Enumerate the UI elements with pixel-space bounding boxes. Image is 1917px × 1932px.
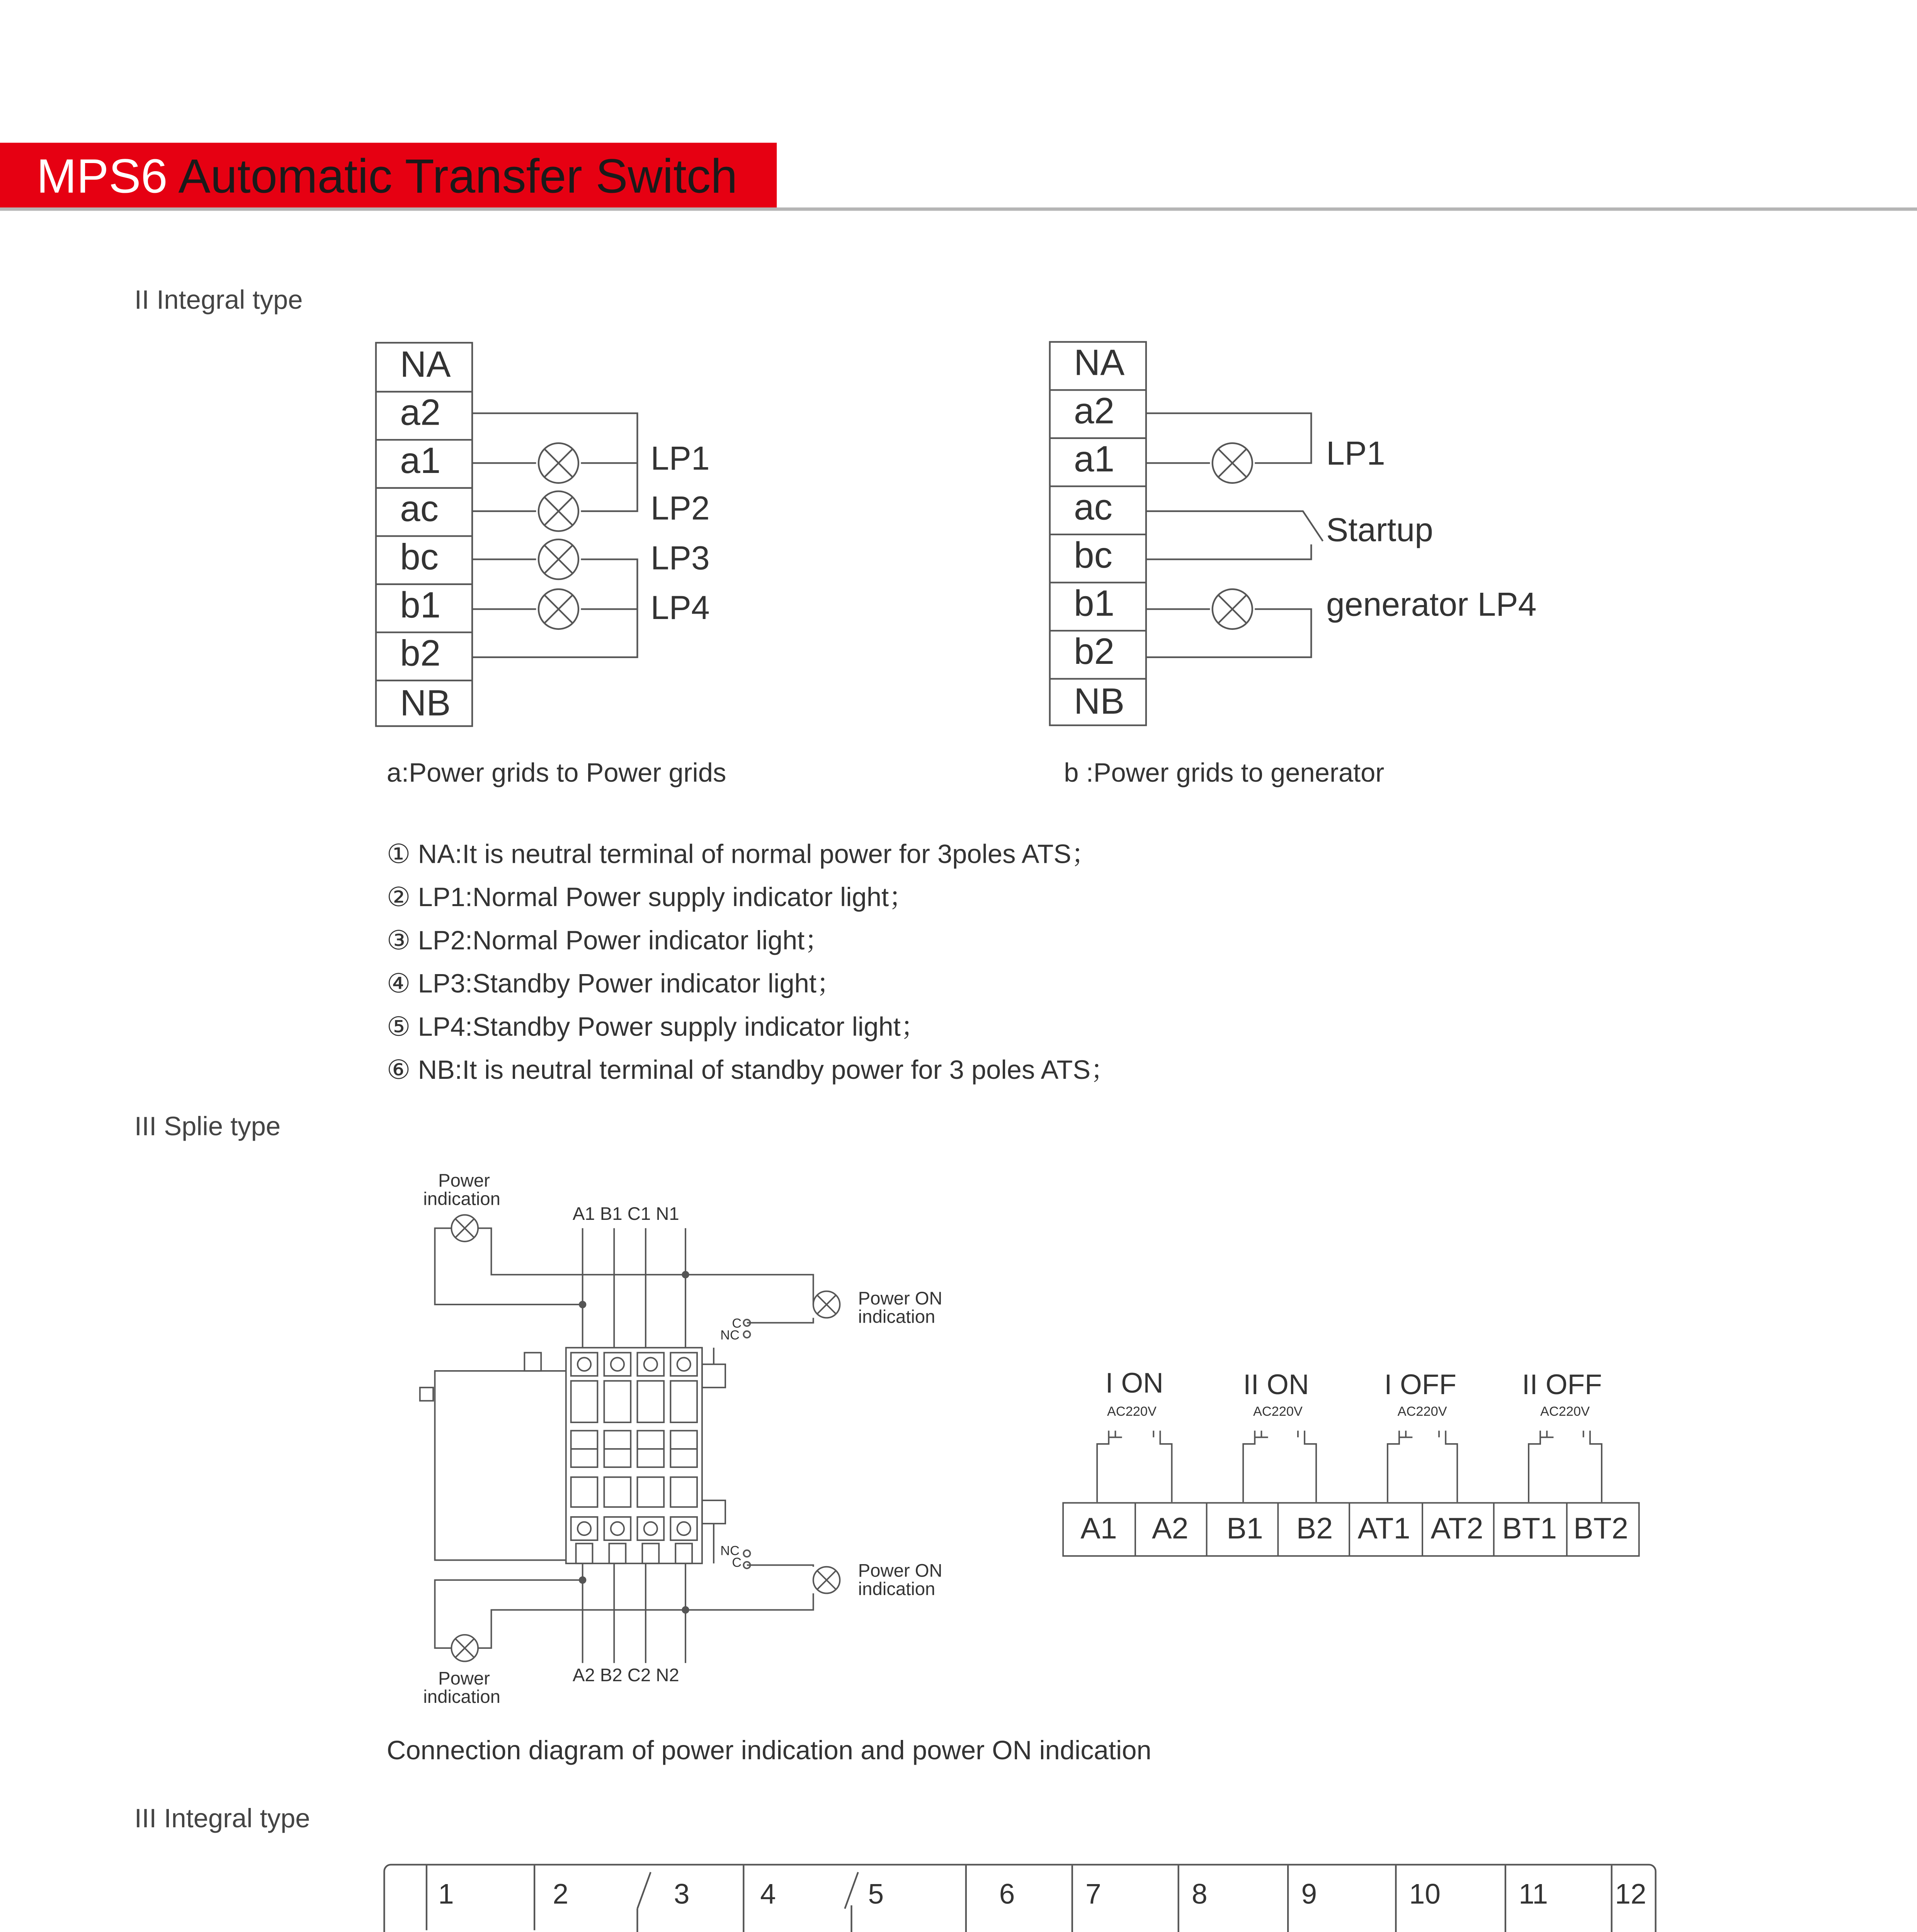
terminal-label: a1 (1074, 438, 1115, 480)
voltage-label: AC220V (1540, 1404, 1590, 1419)
section-heading-integral: II Integral type (134, 287, 303, 316)
note-item: ④ LP3:Standby Power indicator light； (386, 971, 843, 999)
terminal-label: a1 (400, 440, 441, 481)
power-indication-label: Power (438, 1670, 490, 1690)
terminal-label: NB (1074, 680, 1125, 722)
diagram-a-caption: a:Power grids to Power grids (386, 760, 726, 789)
terminal-label: a2 (1074, 390, 1115, 432)
power-indication-label: indication (423, 1190, 500, 1210)
terminal-label: ac (1074, 486, 1112, 528)
c-label: C (732, 1316, 742, 1331)
terminal-number: 12 (1615, 1879, 1647, 1910)
terminal-label: b1 (1074, 582, 1115, 624)
terminal-cell: BT2 (1573, 1512, 1628, 1545)
terminal-cell: BT1 (1502, 1512, 1557, 1545)
switch-group-heading: I ON (1105, 1367, 1163, 1399)
power-on-label: Power ON (858, 1561, 942, 1582)
diagram-b-caption: b :Power grids to generator (1064, 760, 1385, 789)
switch-group-heading: II ON (1243, 1369, 1309, 1401)
terminal-label: ac (400, 488, 439, 530)
terminal-number: 7 (1085, 1879, 1101, 1910)
note-item: ③ LP2:Normal Power indicator light； (386, 928, 832, 956)
power-indication-label: indication (423, 1688, 500, 1708)
terminal-cell: A1 (1080, 1512, 1117, 1545)
startup-label: Startup (1326, 513, 1433, 549)
terminal-cell: AT2 (1431, 1512, 1483, 1545)
note-item: ⑤ LP4:Standby Power supply indicator light； (386, 1014, 927, 1043)
power-on-label: Power ON (858, 1289, 942, 1310)
voltage-label: AC220V (1107, 1404, 1157, 1419)
terminal-number: 6 (999, 1879, 1015, 1910)
power-on-label: indication (858, 1308, 936, 1328)
section-heading-split: III Splie type (134, 1114, 281, 1142)
terminal-number: 1 (438, 1879, 454, 1910)
power-on-label: indication (858, 1580, 936, 1600)
section-heading-integral-3: III Integral type (134, 1806, 310, 1834)
terminal-cell: AT1 (1357, 1512, 1410, 1545)
title-rest: Automatic Transfer Switch (178, 151, 738, 204)
switch-group-heading: I OFF (1384, 1369, 1456, 1401)
nc-label: NC (720, 1328, 740, 1343)
note-item: ② LP1:Normal Power supply indicator light； (386, 884, 915, 913)
terminal-number: 10 (1409, 1879, 1441, 1910)
terminal-cell: B2 (1296, 1512, 1333, 1545)
lamp-label: LP4 (650, 591, 710, 628)
terminal-label: bc (400, 536, 439, 578)
terminal-label: bc (1074, 534, 1112, 576)
power-indication-label: Power (438, 1172, 490, 1192)
terminal-number: 3 (674, 1879, 690, 1910)
terminal-cell: A2 (1152, 1512, 1189, 1545)
lamp-label: LP2 (650, 491, 710, 528)
terminal-label: NA (1074, 342, 1125, 384)
terminal-number: 4 (760, 1879, 776, 1910)
c-label: C (732, 1555, 742, 1570)
nc-label: NC (720, 1543, 740, 1559)
lamp-label: LP3 (650, 541, 710, 578)
lamp-label: LP1 (650, 441, 710, 478)
switch-group-heading: II OFF (1522, 1369, 1602, 1401)
terminal-label: b1 (400, 584, 441, 626)
bottom-terminals-label: A2 B2 C2 N2 (572, 1666, 679, 1687)
lamp-label: LP1 (1326, 436, 1385, 473)
voltage-label: AC220V (1397, 1404, 1447, 1419)
note-item: ⑥ NB:It is neutral terminal of standby power for 3 poles ATS； (386, 1057, 1117, 1086)
terminal-number: 2 (553, 1879, 569, 1910)
terminal-label: NB (400, 682, 451, 724)
terminal-label: NA (400, 344, 451, 385)
top-terminals-label: A1 B1 C1 N1 (572, 1205, 679, 1225)
split-diagram-caption: Connection diagram of power indication and power ON indication (386, 1738, 1152, 1766)
terminal-number: 8 (1192, 1879, 1208, 1910)
terminal-cell: B1 (1226, 1512, 1263, 1545)
terminal-number: 11 (1519, 1879, 1548, 1910)
terminal-label: b2 (1074, 631, 1115, 672)
title-model: MPS6 (36, 151, 168, 204)
voltage-label: AC220V (1253, 1404, 1303, 1419)
terminal-label: a2 (400, 391, 441, 434)
terminal-number: 5 (868, 1879, 884, 1910)
note-item: ① NA:It is neutral terminal of normal power for 3poles ATS； (386, 841, 1098, 870)
terminal-label: b2 (400, 632, 441, 674)
terminal-number: 9 (1301, 1879, 1317, 1910)
generator-label: generator LP4 (1326, 587, 1537, 624)
